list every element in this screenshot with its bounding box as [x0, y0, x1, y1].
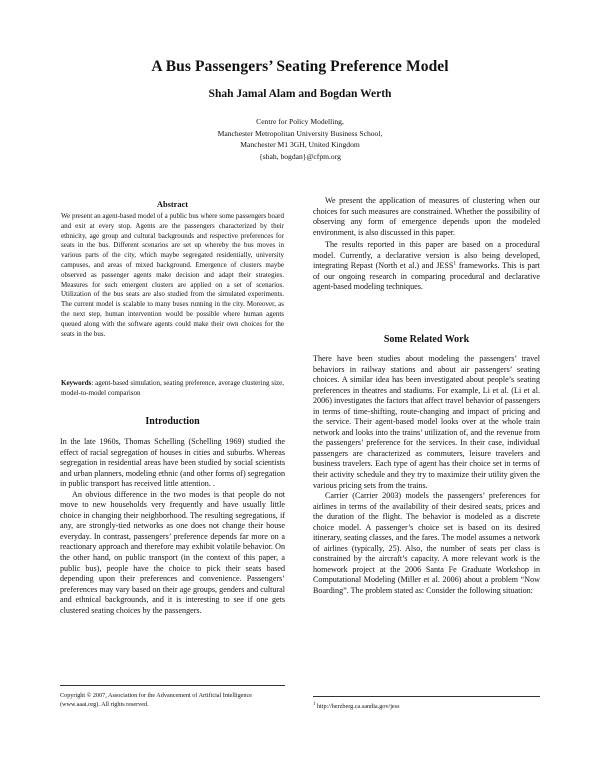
abstract-text: We present an agent-based model of a public bus where some passengers board and exit at every stop. Agents are the passengers characterized by their ethnicity, age group and cultural backgrounds and respective preferences for seats in the bus. Different scenarios are set up whereby the bus moves in various parts of the city, which maybe segregated residentially, university campuses, and areas of mixed background. Emergence of clusters maybe observed as passenger agents make decision and adapt their strategies. Measures for such emergent clusters are applied on a set of scenarios. Utilization of the bus seats are also studied from the simulated experiments. The current model is scalable to many buses running in the city. Moreover, as the next step, human intervention would be possible where human agents queued along with the software agents could make their own choices for the seats in the bus.	[61, 212, 284, 338]
footnote-mark: 1	[313, 701, 316, 707]
body-paragraph: We present the application of measures of clustering when our choices for such measures are constrained. Whether the possibility of observing any form of emergence depends upon the modeled environment, is also discussed in this paper.	[313, 196, 540, 237]
introduction-paragraph: An obvious difference in the two modes is that people do not move to new households very frequently and have usually little choice in changing their neighborhood. The resulting segregations, if any, are strongly-tied networks as one does not change their house everyday. In contrast, passengers’ preference depends far more on a reactionary approach and therefore may exhibit volatile behavior. On the other hand, on public transport (in the context of this paper, a public bus), people have the choice to pick their seats based depending upon their preferences and convenience. Passengers’ preferences may vary based on their age groups, genders and cultural and ethnical backgrounds, and it is interesting to see if one gets clustered seating choices by the passengers.	[60, 489, 285, 615]
keywords	[61, 379, 284, 399]
introduction-heading: Introduction	[145, 416, 200, 427]
affiliation-line: Manchester Metropolitan University Business School,	[217, 128, 383, 138]
introduction-body	[60, 437, 285, 616]
related-work-body	[313, 354, 540, 597]
paper-title: A Bus Passengers’ Seating Preference Model	[151, 58, 449, 75]
paper-authors: Shah Jamal Alam and Bogdan Werth	[208, 88, 392, 100]
body-text: The results reported in this paper are based on a procedural model. Currently, a declarative version is also being developed, integrating Repast (North et al.) and JESS	[313, 240, 540, 271]
keywords-text: : agent-based simulation, seating preference, average clustering size, model-to-model comparison	[61, 379, 284, 397]
body-text: frameworks. This is part of our ongoing research in comparing procedural and declarative agent-based modeling techniques.	[313, 261, 540, 292]
author-emails: {shah, bogdan}@cfpm.org	[259, 151, 341, 161]
related-work-heading: Some Related Work	[383, 334, 470, 345]
right-intro-continued	[313, 196, 540, 293]
introduction-paragraph: In the late 1960s, Thomas Schelling (Schelling 1969) studied the effect of racial segregation of houses in cities and suburbs. Whereas segregation in residential areas have been studied by social scientists and urban planners, modeling ethnic (and other forms of) segregation in public transport has received little attention. .	[60, 437, 285, 489]
affiliation-line: Manchester M1 3GH, United Kingdom	[240, 140, 360, 150]
related-work-paragraph: Carrier (Carrier 2003) models the passengers’ preferences for airlines in terms of the availability of their desired seats, prices and the duration of the flight. The behavior is modeled as a discrete choice model. A passenger’s choice set is based on its desired itinerary, seating classes, and the fares. The model assumes a network of airlines (typically, 25). Also, the number of seats per class is constrained by the aircraft’s capacity. A more relevant work is the homework project at the 2006 Santa Fe Graduate Workshop in Computational Modeling (Miller et al. 2006) about a problem “Now Boarding”. The problem stated as: Consider the following situation:	[313, 491, 540, 596]
body-paragraph	[313, 240, 540, 293]
footnote	[313, 696, 540, 712]
footnote-url: http://herzberg.ca.sandia.gov/jess	[315, 703, 400, 710]
footnote-ref: 1	[453, 260, 457, 267]
keywords-label: Keywords	[61, 379, 92, 387]
abstract-heading: Abstract	[156, 200, 189, 209]
affiliation-line: Centre for Policy Modelling,	[256, 117, 344, 126]
related-work-paragraph: There have been studies about modeling the passengers’ travel behaviors in railway stations and about air passengers’ seating choices. A similar idea has been investigated about people’s seating preferences in theatres and stadiums. For example, Li et al. (Li et al. 2006) investigates the factors that affect travel behavior of passengers in terms of time-shifting, route-changing and impact of pricing and the service. Their agent-based model looks over at the whole train network and looks into the trains’ utilization of, and the revenue from the passengers’ preference for the services. In their case, individual passengers are characterized as commuters, leisure travelers and business travelers. Each type of agent has their choice set in terms of their activity schedule and they try to maximize their utility given the various pricing sets from the trains.	[313, 354, 540, 490]
affiliation-block	[0, 116, 600, 162]
copyright-notice: Copyright © 2007, Association for the Advancement of Artificial Intelligence (www.aaai.org). All rights reserved.	[60, 685, 285, 709]
